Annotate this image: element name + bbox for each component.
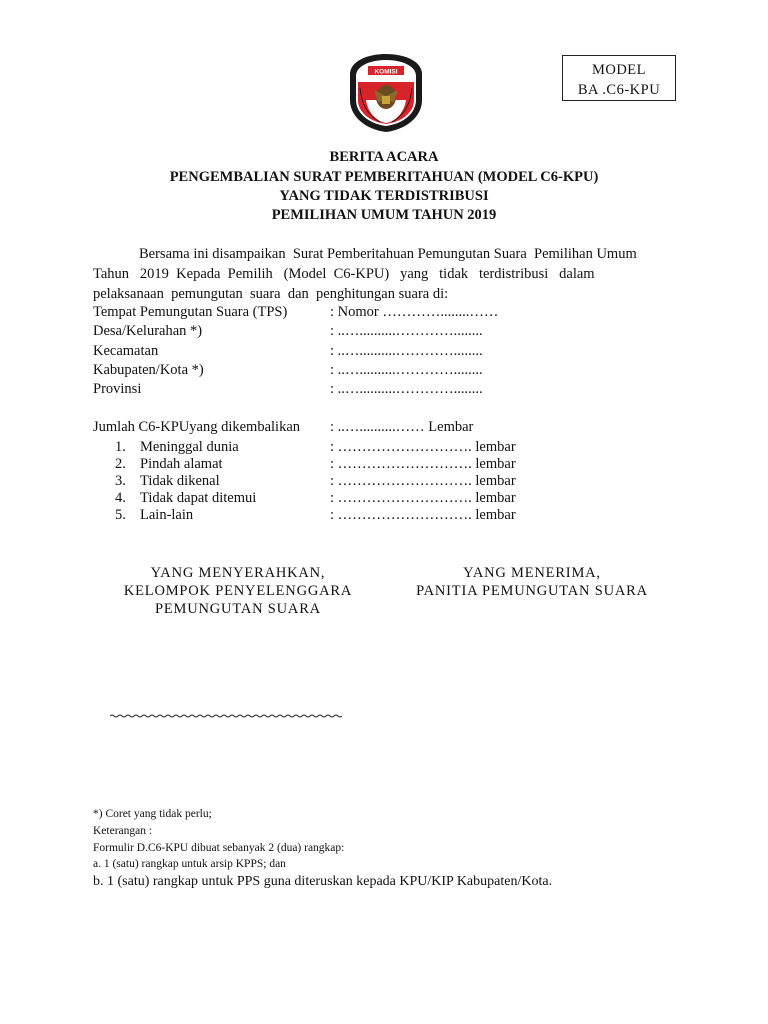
item-label: Tidak dikenal xyxy=(140,473,220,489)
item-value: : ………………………. lembar xyxy=(330,507,516,523)
signature-left-line-3: PEMUNGUTAN SUARA xyxy=(155,601,321,617)
total-label: Jumlah C6-KPUyang dikembalikan xyxy=(93,419,301,435)
signature-right-block xyxy=(392,564,672,600)
field-value-provinsi: : ..…..........…………........ xyxy=(330,381,483,397)
model-code: BA .C6-KPU xyxy=(577,82,661,98)
paragraph-line-3: pelaksanaan pemungutan suara dan penghitungan suara di: xyxy=(93,286,449,302)
paragraph-line-1: Bersama ini disampaikan Surat Pemberitahuan Pemungutan Suara Pemilihan Umum xyxy=(139,246,637,262)
item-value: : ………………………. lembar xyxy=(330,473,516,489)
signature-left-line-1: YANG MENYERAHKAN, xyxy=(150,565,326,581)
field-label-provinsi: Provinsi xyxy=(93,381,142,397)
item-label: Meninggal dunia xyxy=(140,439,239,455)
field-value-tps: : Nomor …………........…… xyxy=(330,304,499,320)
model-label: MODEL xyxy=(591,62,647,78)
note-line-last: b. 1 (satu) rangkap untuk PPS guna diteruskan kepada KPU/KIP Kabupaten/Kota. xyxy=(93,874,553,889)
item-label: Tidak dapat ditemui xyxy=(140,490,257,506)
document-subtitle-1: PENGEMBALIAN SURAT PEMBERITAHUAN (MODEL C6-KPU) xyxy=(169,169,599,185)
note-line: *) Coret yang tidak perlu; xyxy=(93,808,212,820)
item-number: 4. xyxy=(115,490,126,506)
svg-text:KOMISI: KOMISI xyxy=(374,68,398,76)
note-line: a. 1 (satu) rangkap untuk arsip KPPS; dan xyxy=(93,858,286,870)
item-number: 5. xyxy=(115,507,126,523)
note-line: Formulir D.C6-KPU dibuat sebanyak 2 (dua) rangkap: xyxy=(93,842,345,854)
field-label-kecamatan: Kecamatan xyxy=(93,343,159,359)
total-value: : ..…..........…… Lembar xyxy=(330,419,474,435)
signature-right-line-2: PANITIA PEMUNGUTAN SUARA xyxy=(416,583,648,599)
model-code-box xyxy=(562,55,676,101)
item-label: Pindah alamat xyxy=(140,456,223,472)
item-value: : ………………………. lembar xyxy=(330,490,516,506)
document-subtitle-2: YANG TIDAK TERDISTRIBUSI xyxy=(279,188,489,204)
field-label-kabupaten: Kabupaten/Kota *) xyxy=(93,362,204,378)
field-value-kabupaten: : ..…..........…………........ xyxy=(330,362,483,378)
item-number: 1. xyxy=(115,439,126,455)
field-label-desa: Desa/Kelurahan *) xyxy=(93,323,203,339)
paragraph-line-2: Tahun 2019 Kepada Pemilih (Model C6-KPU) yang tidak terdistribusi dalam xyxy=(93,266,595,282)
item-value: : ………………………. lembar xyxy=(330,439,516,455)
item-number: 2. xyxy=(115,456,126,472)
item-value: : ………………………. lembar xyxy=(330,456,516,472)
field-label-tps: Tempat Pemungutan Suara (TPS) xyxy=(93,304,288,320)
item-number: 3. xyxy=(115,473,126,489)
note-line: Keterangan : xyxy=(93,825,153,837)
field-value-desa: : ..…..........…………........ xyxy=(330,323,483,339)
item-label: Lain-lain xyxy=(140,507,194,523)
document-subtitle-3: PEMILIHAN UMUM TAHUN 2019 xyxy=(271,207,497,223)
signature-line xyxy=(110,711,342,721)
signature-right-line-1: YANG MENERIMA, xyxy=(463,565,601,581)
document-title: BERITA ACARA xyxy=(329,149,439,165)
kpu-logo-icon xyxy=(346,52,426,134)
field-value-kecamatan: : ..…..........…………........ xyxy=(330,343,483,359)
signature-left-line-2: KELOMPOK PENYELENGGARA xyxy=(123,583,353,599)
signature-left-block xyxy=(98,564,378,618)
